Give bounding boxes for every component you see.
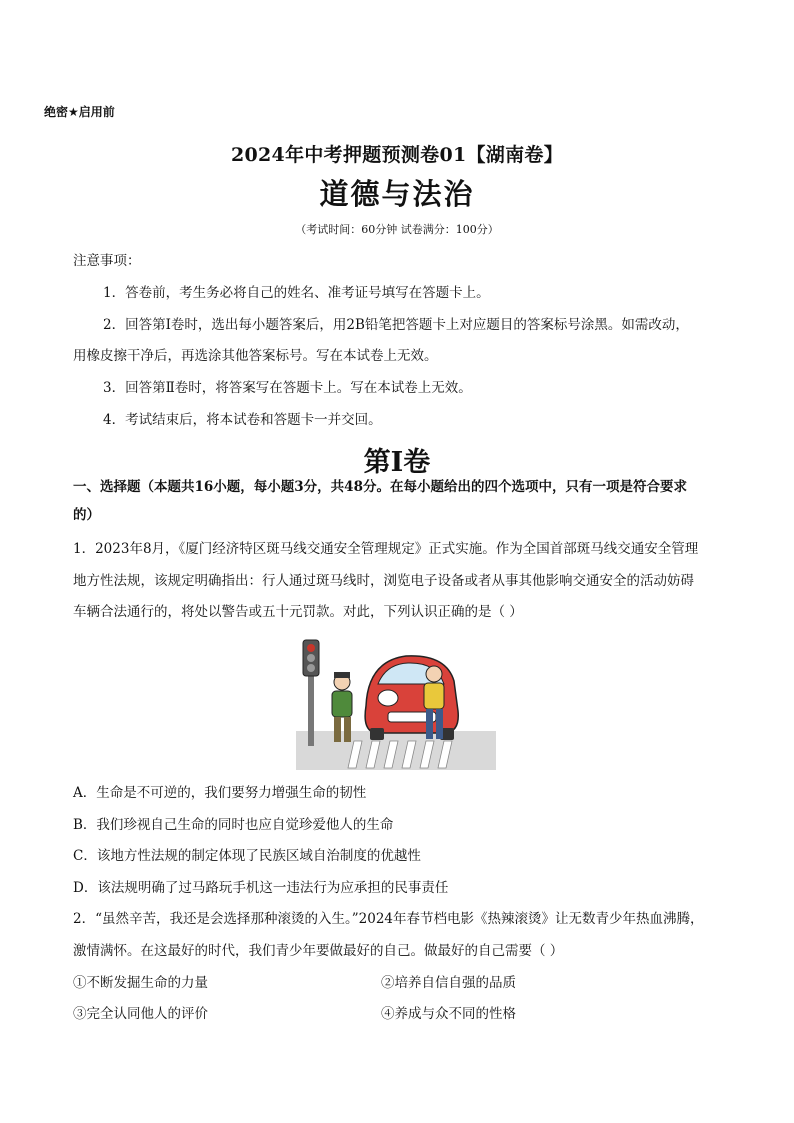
traffic-light-icon — [303, 640, 319, 746]
q1-option-a: A．生命是不可逆的，我们要努力增强生命的韧性 — [73, 785, 367, 801]
volume-title: 第Ⅰ卷 — [363, 447, 431, 478]
secret-mark: 绝密★启用前 — [44, 105, 115, 119]
section-heading: 一、选择题（本题共16小题，每小题3分，共48分。在每小题给出的四个选项中，只有一项是符合要求 — [73, 479, 687, 495]
crosswalk-illustration — [296, 636, 496, 770]
exam-title: 2024年中考押题预测卷01【湖南卷】 — [230, 144, 564, 166]
q1-option-d: D．该法规明确了过马路玩手机这一违法行为应承担的民事责任 — [73, 880, 449, 896]
notice-item-1: 1．答卷前，考生务必将自己的姓名、准考证号填写在答题卡上。 — [103, 285, 490, 301]
q1-line-3: 车辆合法通行的，将处以警告或五十元罚款。对此，下列认识正确的是（ ） — [73, 604, 523, 620]
q2-option-2: ②培养自信自强的品质 — [381, 975, 516, 991]
section-heading-cont: 的） — [73, 507, 100, 523]
notice-item-4: 4．考试结束后，将本试卷和答题卡一并交回。 — [103, 412, 382, 428]
q1-line-1: 1．2023年8月，《厦门经济特区斑马线交通安全管理规定》正式实施。作为全国首部斑马线交通安全管理 — [73, 541, 699, 557]
notice-item-2: 2．回答第Ⅰ卷时，选出每小题答案后，用2B铅笔把答题卡上对应题目的答案标号涂黑。如需改动， — [103, 317, 689, 333]
time-info: （考试时间：60分钟 试卷满分：100分） — [295, 223, 499, 236]
q1-option-c: C．该地方性法规的制定体现了民族区域自治制度的优越性 — [73, 848, 421, 864]
notice-heading: 注意事项： — [73, 253, 141, 269]
q2-line-1: 2．“虽然辛苦，我还是会选择那种滚烫的入生。”2024年春节档电影《热辣滚烫》让无数青少年热血沸腾， — [73, 911, 704, 927]
notice-item-2-cont: 用橡皮擦干净后，再选涂其他答案标号。写在本试卷上无效。 — [73, 348, 438, 364]
q1-line-2: 地方性法规，该规定明确指出：行人通过斑马线时，浏览电子设备或者从事其他影响交通安全的活动妨碍 — [73, 573, 694, 589]
subject-title: 道德与法治 — [319, 177, 475, 211]
q2-line-2: 激情满怀。在这最好的时代，我们青少年要做最好的自己。做最好的自己需要（ ） — [73, 943, 564, 959]
q2-option-1: ①不断发掘生命的力量 — [73, 975, 208, 991]
q1-option-b: B．我们珍视自己生命的同时也应自觉珍爱他人的生命 — [73, 817, 394, 833]
q2-option-4: ④养成与众不同的性格 — [381, 1006, 516, 1022]
notice-item-3: 3．回答第Ⅱ卷时，将答案写在答题卡上。写在本试卷上无效。 — [103, 380, 472, 396]
q2-option-3: ③完全认同他人的评价 — [73, 1006, 208, 1022]
